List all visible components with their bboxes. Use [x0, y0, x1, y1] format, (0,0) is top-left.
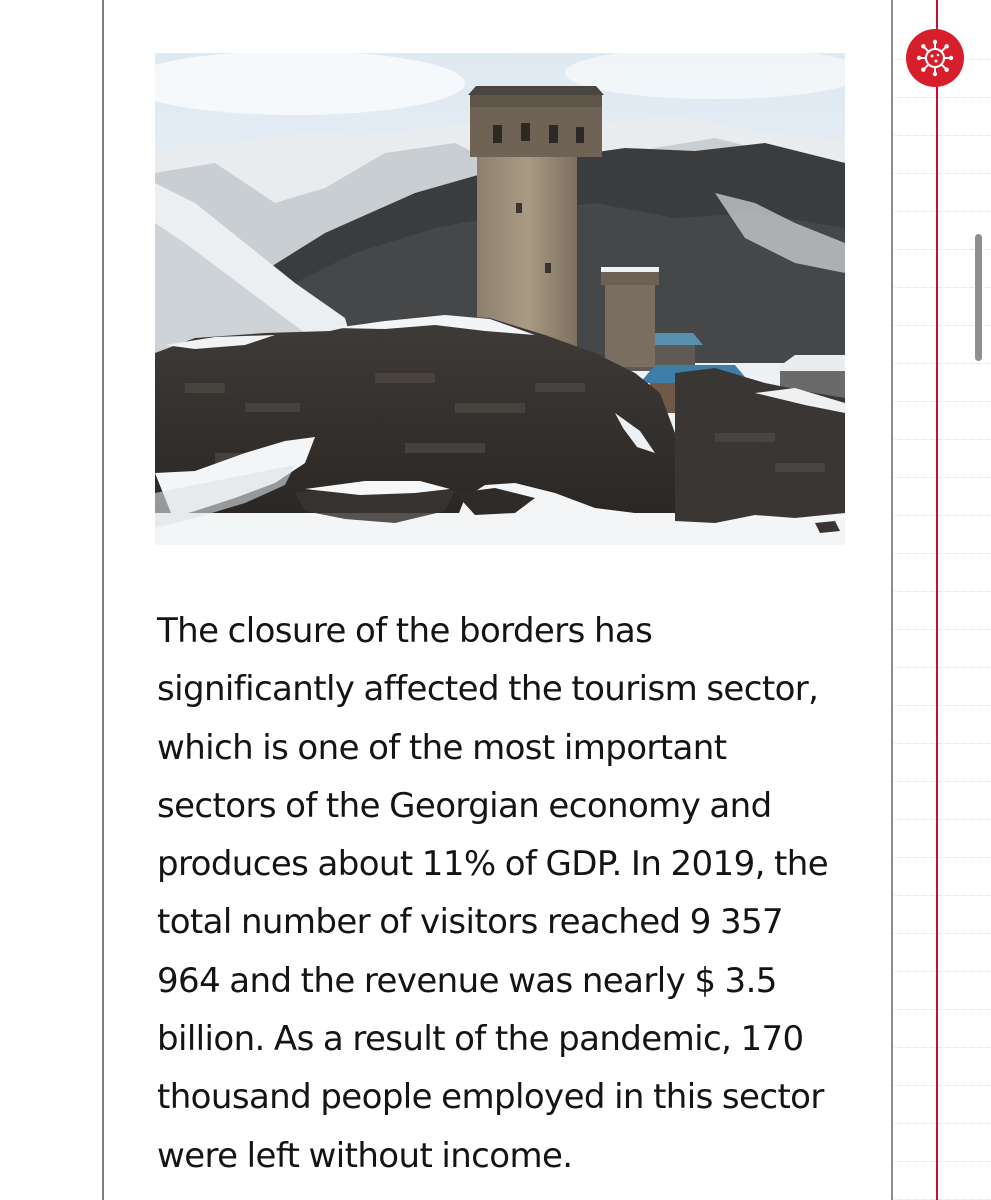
ruled-side-margin: [893, 0, 991, 1200]
paragraph-line: billion. As a result of the pandemic, 170: [157, 1019, 804, 1060]
paragraph-line: The closure of the borders has: [157, 611, 653, 651]
coronavirus-badge[interactable]: [906, 29, 964, 87]
paragraph-line: were left without income.: [157, 1135, 573, 1176]
paragraph-line: total number of visitors reached 9 357: [157, 902, 784, 943]
paragraph-line: thousand people employed in this sector: [157, 1077, 824, 1118]
article-paragraph: [157, 602, 857, 1185]
red-margin-line: [936, 0, 938, 1200]
left-frame-border: [102, 0, 104, 1200]
paragraph-line: sectors of the Georgian economy and: [157, 785, 772, 826]
paragraph-line: 964 and the revenue was nearly $ 3.5: [157, 960, 777, 1001]
paragraph-line: which is one of the most important: [157, 727, 727, 768]
coronavirus-icon: [915, 38, 955, 78]
scrollbar-thumb[interactable]: [975, 234, 982, 361]
svaneti-tower-photo: [155, 53, 845, 545]
paragraph-line: produces about 11% of GDP. In 2019, the: [157, 844, 829, 885]
paragraph-line: significantly affected the tourism sector,: [157, 669, 819, 710]
